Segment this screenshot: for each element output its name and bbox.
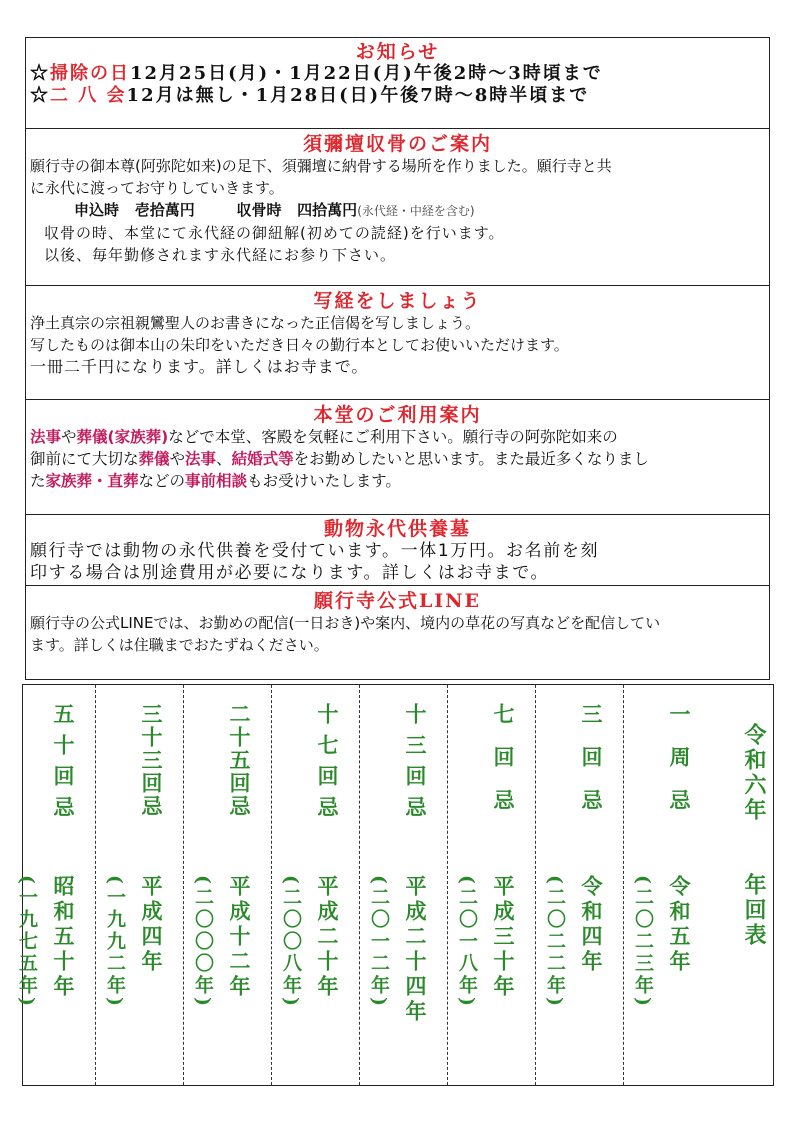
shumidan-section	[25, 128, 770, 286]
nenki-memorial-name: 三回忌	[579, 703, 604, 832]
highlight-text: 葬儀(家族葬)	[76, 428, 169, 446]
nenki-era-year: 令和五年	[667, 875, 692, 975]
line-text-2: ます。詳しくは住職までおたずねください。	[30, 636, 329, 654]
line-text-1: 願行寺の公式LINEでは、お勤めの配信(一日おき)や案内、境内の草花の写真などを配信してい	[30, 614, 661, 632]
highlight-text: 法事	[30, 428, 62, 446]
plain-text: や	[61, 428, 77, 446]
shakyo-text-3: 一冊二千円になります。詳しくはお寺まで。	[30, 357, 369, 376]
nenki-column	[96, 685, 184, 1085]
shumidan-text-1: 願行寺の御本尊(阿弥陀如来)の足下、須彌壇に納骨する場所を作りました。願行寺と共	[30, 157, 612, 175]
nenki-western-year: (二〇〇八年)	[280, 875, 302, 1009]
plain-text: 御前にて大切な	[30, 450, 139, 468]
nenki-era-year: 平成十二年	[227, 875, 252, 1000]
notice-line-cleaning: ☆掃除の日12月25日(月)・1月22日(月)午後2時～3時頃まで	[30, 63, 603, 84]
nenki-western-year: (一九七五年)	[16, 875, 38, 1009]
pet-title: 動物永代供養墓	[323, 518, 471, 540]
highlight-text: 結婚式等	[231, 450, 294, 468]
nenki-column	[8, 685, 96, 1085]
shakyo-title: 写経をしましょう	[313, 290, 482, 312]
pet-section	[25, 514, 770, 586]
hondo-text-1	[26, 426, 769, 448]
nenki-memorial-name: 十三回忌	[403, 703, 428, 827]
nenki-memorial-name: 五十回忌	[51, 703, 76, 827]
highlight-text: 事前相談	[185, 472, 248, 490]
pet-text-2: 印する場合は別途費用が必要になります。詳しくはお寺まで。	[30, 563, 550, 583]
nenki-header-year: 令和六年	[741, 723, 767, 823]
shakyo-section	[25, 285, 770, 400]
nenki-western-year: (一九九二年)	[104, 875, 126, 1009]
nenki-era-year: 平成二十年	[315, 875, 340, 1000]
shakyo-text-1: 浄土真宗の宗祖親鸞聖人のお書きになった正信偈を写しましょう。	[30, 314, 481, 332]
nenki-era-year: 平成四年	[139, 875, 164, 975]
notice-title: お知らせ	[355, 41, 440, 63]
nenki-era-year: 昭和五十年	[51, 875, 76, 1000]
shumidan-title: 須彌壇収骨のご案内	[302, 133, 492, 155]
nenki-western-year: (二〇〇〇年)	[192, 875, 214, 1009]
nenki-memorial-name: 三十三回忌	[139, 703, 164, 818]
nenki-column	[624, 685, 712, 1085]
shumidan-text-4: 以後、毎年勤修されます永代経にお参り下さい。	[44, 246, 397, 264]
nenki-western-year: (二〇二三年)	[632, 875, 654, 1009]
line-section	[25, 585, 770, 680]
shumidan-price: 申込時 壱拾萬円 収骨時 四拾萬円(永代経・中経を含む)	[74, 201, 475, 219]
hondo-section	[25, 399, 770, 515]
nenki-era-year: 平成三十年	[491, 875, 516, 1000]
nenki-western-year: (二〇一二年)	[368, 875, 390, 1009]
plain-text: 、	[216, 450, 232, 468]
pet-text-1: 願行寺では動物の永代供養を受付ています。一体1万円。お名前を刻	[30, 541, 600, 561]
hondo-title: 本堂のご利用案内	[313, 404, 482, 426]
shakyo-text-2: 写したものは御本山の朱印をいただき日々の勤行本としてお使いいただけます。	[30, 336, 569, 354]
plain-text: や	[169, 450, 186, 468]
nenki-memorial-name: 七回忌	[491, 703, 516, 832]
plain-text: た	[30, 472, 46, 490]
nenki-column	[448, 685, 536, 1085]
nenki-western-year: (二〇一八年)	[456, 875, 478, 1009]
nenki-column	[360, 685, 448, 1085]
nenki-era-year: 令和四年	[579, 875, 604, 975]
nenki-column	[184, 685, 272, 1085]
shumidan-text-2: に永代に渡ってお守りしていきます。	[30, 179, 284, 197]
plain-text: などの	[138, 472, 186, 490]
nenki-column	[272, 685, 360, 1085]
nenki-column	[536, 685, 624, 1085]
plain-text: もお受けいたします。	[247, 472, 401, 490]
highlight-text: 葬儀	[138, 450, 170, 468]
hondo-text-3	[26, 470, 769, 492]
plain-text: をお勤めしたいと思います。また最近多くなりまし	[293, 450, 649, 468]
nenki-era-year: 平成二十四年	[403, 875, 428, 1025]
nenki-memorial-name: 一周忌	[667, 703, 692, 832]
highlight-text: 法事	[185, 450, 217, 468]
nenki-header-title: 年回表	[741, 873, 767, 948]
nenki-memorial-name: 十七回忌	[315, 703, 340, 827]
highlight-text: 家族葬・直葬	[45, 472, 139, 490]
notice-line-nihachi: ☆二 八 会12月は無し・1月28日(日)午後7時～8時半頃まで	[30, 85, 590, 106]
nenki-western-year: (二〇二二年)	[544, 875, 566, 1009]
nenki-table	[16, 684, 774, 1086]
shumidan-text-3: 収骨の時、本堂にて永代経の御紐解(初めての読経)を行います。	[44, 224, 505, 242]
notice-section	[25, 37, 770, 129]
plain-text: などで本堂、客殿を気軽にご利用下さい。願行寺の阿弥陀如来の	[168, 428, 618, 446]
line-title: 願行寺公式LINE	[313, 590, 482, 612]
nenki-memorial-name: 二十五回忌	[227, 703, 252, 818]
hondo-text-2	[26, 448, 769, 470]
